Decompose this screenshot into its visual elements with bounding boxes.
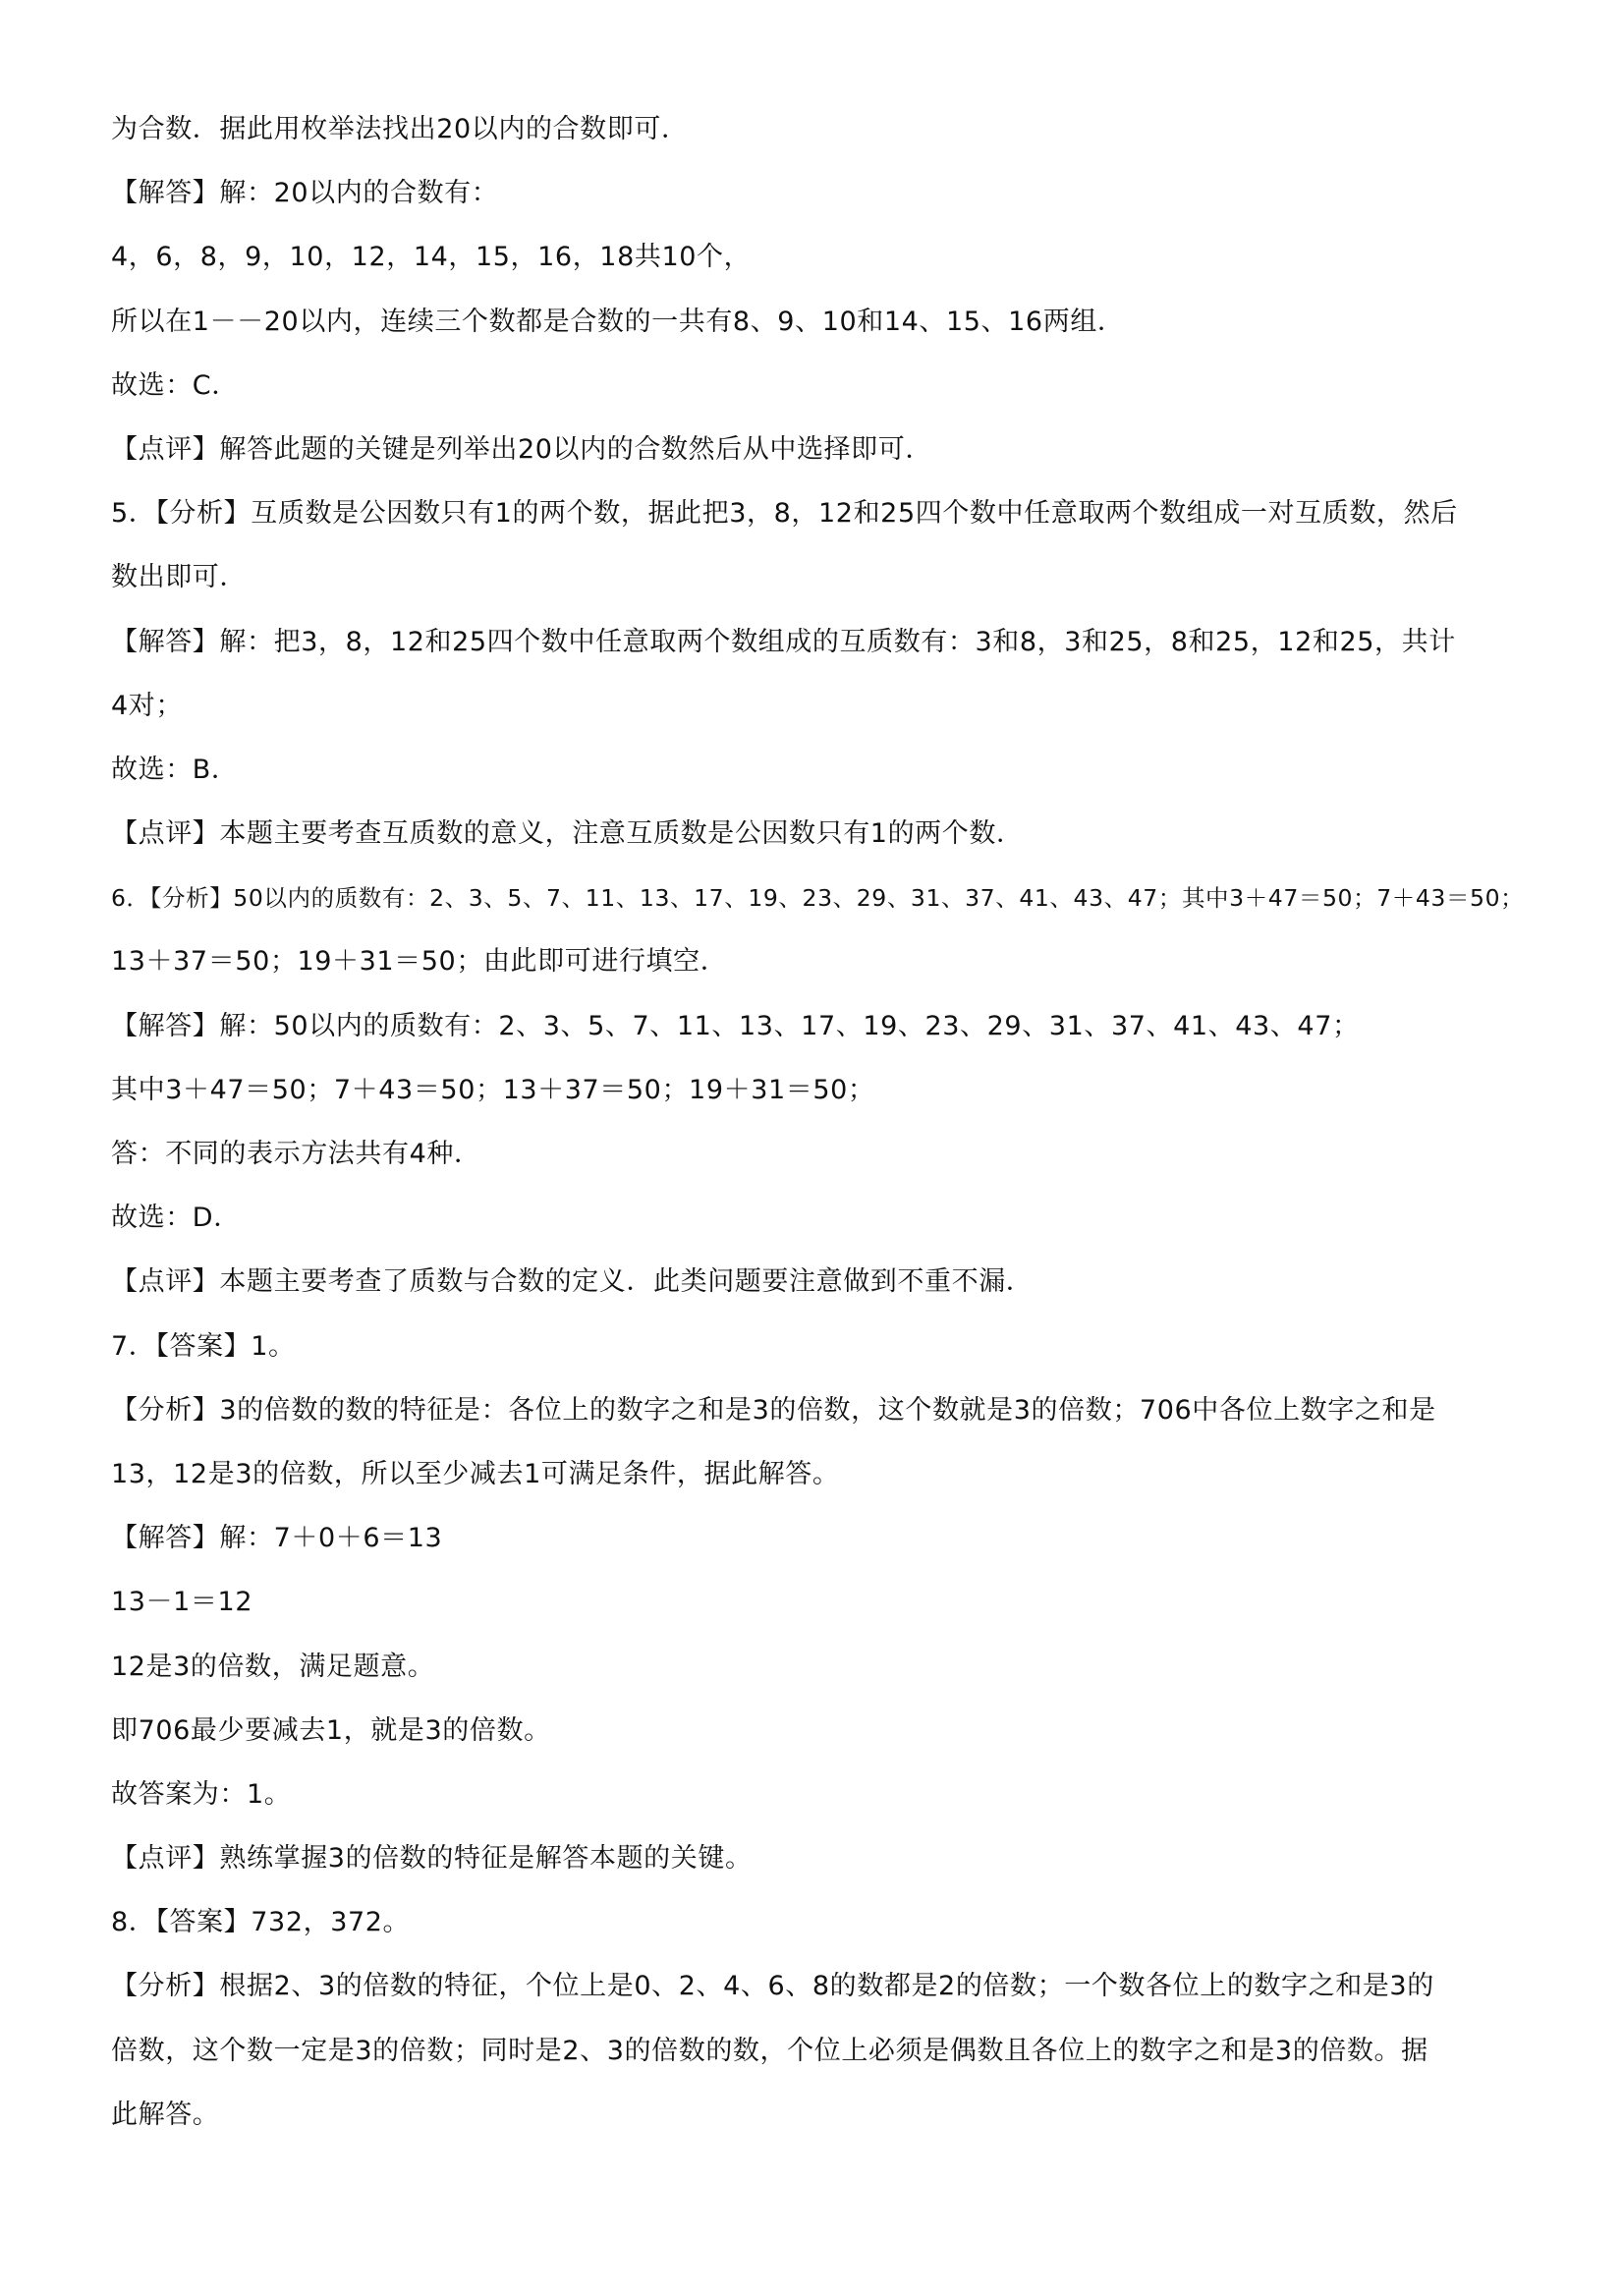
text-line: 倍数，这个数一定是3的倍数；同时是2、3的倍数的数，个位上必须是偶数且各位上的数字之和是3的倍数。据 [111, 2035, 1428, 2066]
text-line: 【解答】解：50以内的质数有：2、3、5、7、11、13、17、19、23、29、31、37、41、43、47； [111, 1010, 1360, 1041]
text-line: 5．【分析】互质数是公因数只有1的两个数，据此把3，8，12和25四个数中任意取两个数组成一对互质数，然后 [111, 498, 1458, 530]
text-line: 【点评】解答此题的关键是列举出20以内的合数然后从中选择即可． [111, 433, 932, 465]
text-line: 4，6，8，9，10，12，14，15，16，18共10个， [111, 242, 752, 273]
text-line: 故选：B． [111, 754, 239, 785]
text-line: 【分析】根据2、3的倍数的特征，个位上是0、2、4、6、8的数都是2的倍数；一个数各位上的数字之和是3的 [111, 1971, 1434, 2002]
text-line: 【解答】解：7＋0＋6＝13 [111, 1523, 443, 1554]
text-line: 【解答】解：把3，8，12和25四个数中任意取两个数组成的互质数有：3和8，3和25，8和25，12和25，共计 [111, 626, 1456, 657]
text-line: 所以在1－－20以内，连续三个数都是合数的一共有8、9、10和14、15、16两组． [111, 306, 1125, 337]
text-line: 答：不同的表示方法共有4种． [111, 1139, 481, 1169]
text-line: 故选：D． [111, 1203, 241, 1234]
text-line: 故选：C． [111, 369, 239, 401]
text-line: 13－1＝12 [111, 1587, 253, 1618]
text-line: 8．【答案】732，372。 [111, 1907, 411, 1938]
text-line: 即706最少要减去1，就是3的倍数。 [111, 1714, 551, 1746]
text-line: 7．【答案】1。 [111, 1330, 296, 1362]
text-line: 此解答。 [111, 2099, 220, 2130]
text-line: 为合数．据此用枚举法找出20以内的合数即可． [111, 114, 689, 144]
text-line: 【点评】熟练掌握3的倍数的特征是解答本题的关键。 [111, 1843, 753, 1875]
text-line: 12是3的倍数，满足题意。 [111, 1651, 435, 1682]
text-line: 故答案为：1。 [111, 1778, 292, 1810]
text-line: 【解答】解：20以内的合数有： [111, 178, 499, 209]
text-line: 4对； [111, 690, 183, 721]
text-line: 13＋37＝50；19＋31＝50；由此即可进行填空． [111, 946, 728, 978]
text-line: 6．【分析】50以内的质数有：2、3、5、7、11、13、17、19、23、29、31、37、41、43、47；其中3＋47＝50；7＋43＝50； [111, 884, 1525, 913]
text-line: 【点评】本题主要考查互质数的意义，注意互质数是公因数只有1的两个数． [111, 818, 1024, 850]
text-line: 13，12是3的倍数，所以至少减去1可满足条件，据此解答。 [111, 1458, 840, 1489]
text-line: 其中3＋47＝50；7＋43＝50；13＋37＝50；19＋31＝50； [111, 1074, 875, 1105]
text-line: 数出即可． [111, 562, 247, 593]
text-line: 【分析】3的倍数的数的特征是：各位上的数字之和是3的倍数，这个数就是3的倍数；706中各位上数字之和是 [111, 1394, 1436, 1426]
text-line: 【点评】本题主要考查了质数与合数的定义．此类问题要注意做到不重不漏． [111, 1266, 1034, 1298]
